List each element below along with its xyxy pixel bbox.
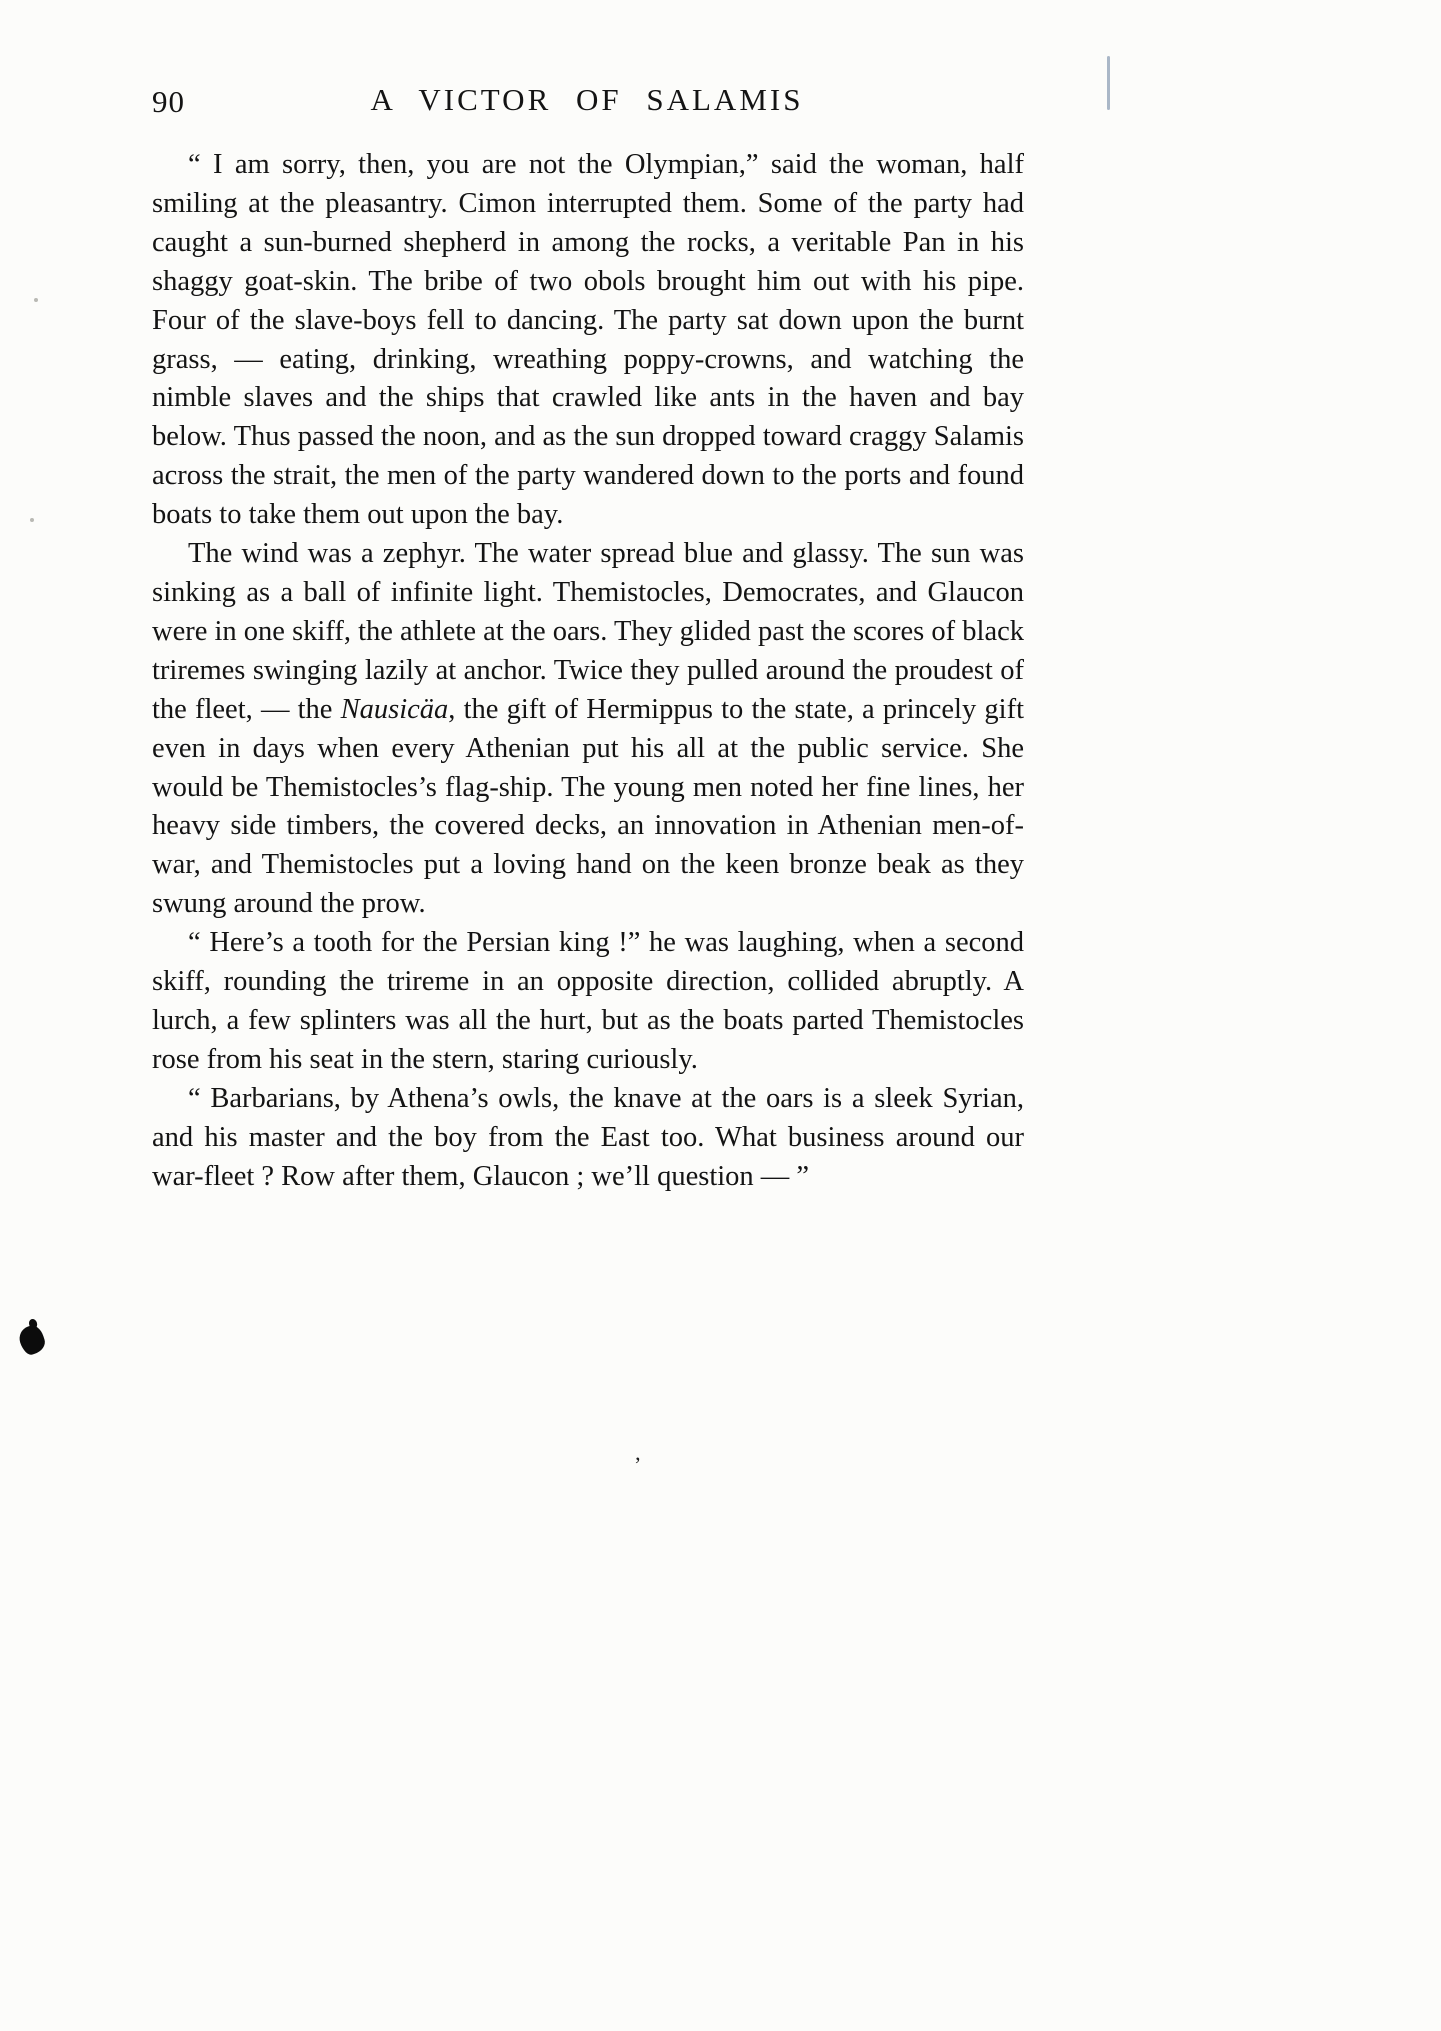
- text-block: [152, 146, 1024, 1196]
- paragraph: [152, 924, 1024, 1080]
- stray-apostrophe-mark: ’: [634, 1452, 642, 1477]
- paragraph: [152, 146, 1024, 535]
- page-number: 90: [152, 84, 185, 119]
- paragraph: [152, 535, 1024, 924]
- text-segment: “ Barbarians, by Athena’s owls, the knave at the oars is a sleek Syrian, and his master and the boy from the East too. What business around our war-fleet ? Row after them, Glaucon ; we’ll question — ”: [152, 1082, 1024, 1192]
- scan-speck: [34, 298, 38, 302]
- paragraph: [152, 1080, 1024, 1197]
- italic-text-segment: Nausicäa: [340, 693, 449, 725]
- scan-speck: [30, 518, 34, 522]
- text-segment: The wind was a zephyr. The water spread blue and glassy. The sun was sinking as a ball of infinite light. Themistocles, Democrates, and Glaucon were in one skiff, the athlete at the oars. They glided past the scores of black triremes swinging lazily at anchor. Twice they pulled around the proudest of the fleet, — the: [152, 538, 1024, 725]
- text-segment: “ Here’s a tooth for the Persian king !” he was laughing, when a second skiff, rounding the trireme in an opposite direction, collided abruptly. A lurch, a few splinters was all the hurt, but as the boats parted Themistocles rose from his seat in the stern, staring curiously.: [152, 927, 1024, 1075]
- scan-artifact-line: [1107, 56, 1110, 110]
- ink-blot-mark: [16, 1323, 47, 1357]
- text-segment: “ I am sorry, then, you are not the Olympian,” said the woman, half smiling at the pleasantry. Cimon interrupted them. Some of the party had caught a sun-burned shepherd in among the rocks, a veritable Pan in his shaggy goat-skin. The bribe of two obols brought him out with his pipe. Four of the slave-boys fell to dancing. The party sat down upon the burnt grass, — eating, drinking, wreathing poppy-crowns, and watching the nimble slaves and the ships that crawled like ants in the haven and bay below. Thus passed the noon, and as the sun dropped toward craggy Salamis across the strait, the men of the party wandered down to the ports and found boats to take them out upon the bay.: [152, 149, 1024, 531]
- running-head: [152, 82, 1022, 126]
- page-title: A VICTOR OF SALAMIS: [370, 82, 804, 117]
- text-segment: , the gift of Hermippus to the state, a princely gift even in days when every Athenian put his all at the public service. She would be Themistocles’s flag-ship. The young men noted her fine lines, her heavy side timbers, the covered decks, an innovation in Athenian men-of-war, and Themistocles put a loving hand on the keen bronze beak as they swung around the prow.: [152, 693, 1024, 920]
